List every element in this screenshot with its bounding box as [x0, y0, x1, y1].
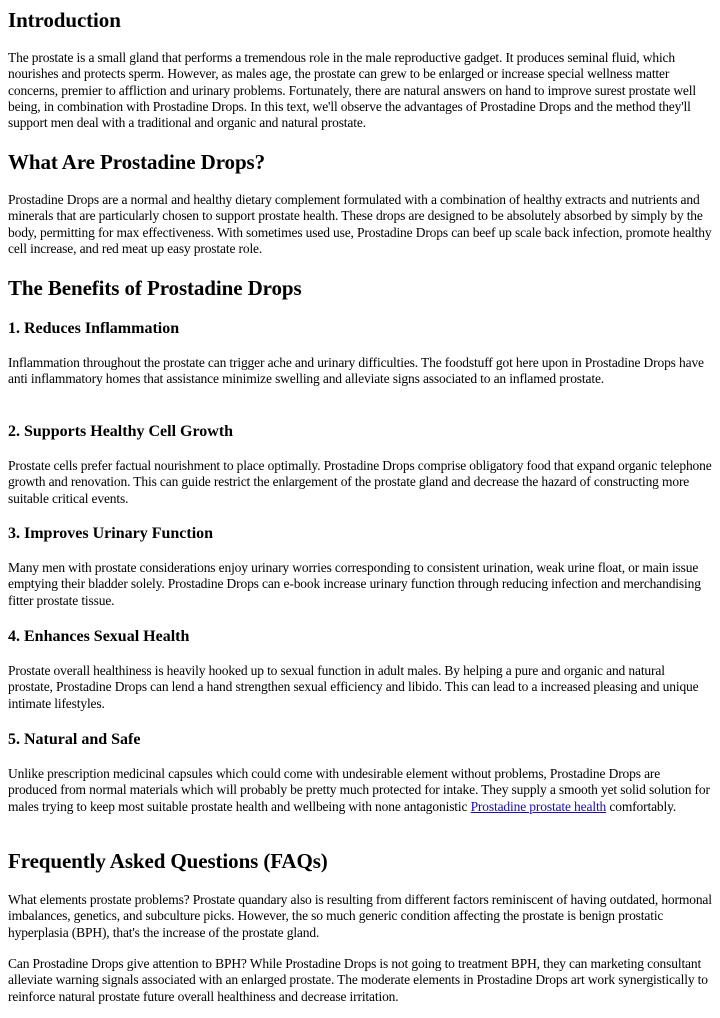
- benefit-3-text: Many men with prostate considerations enjoy urinary worries corresponding to consistent urination, weak urine float, or main issue emptying their bladder solely. Prostadine Drops can e-book increase urinary function through reducing infection and merchandising fitter prostate tissue.: [8, 560, 701, 608]
- benefits-heading: The Benefits of Prostadine Drops: [8, 276, 302, 300]
- benefit-5-text-before: Unlike prescription medicinal capsules which could come with undesirable element without problems, Prostadine Drops are produced from normal materials which will probably be pretty much protected for intake. They supply a smooth yet solid solution for males trying to keep most suitable prostate health and wellbeing with none antagonistic: [8, 766, 710, 814]
- benefit-1-title: 1. Reduces Inflammation: [8, 320, 180, 337]
- benefit-4-text: Prostate overall healthiness is heavily hooked up to sexual function in adult males. By helping a pure and organic and natural prostate, Prostadine Drops can lend a hand strengthen sexual efficiency and libido. This can lead to a increased pleasing and unique intimate lifestyles.: [8, 663, 699, 711]
- benefit-5-text: [8, 766, 712, 815]
- faq-heading: Frequently Asked Questions (FAQs): [8, 849, 328, 873]
- prostadine-prostate-health-link[interactable]: Prostadine prostate health: [470, 798, 607, 814]
- benefit-4-title: 4. Enhances Sexual Health: [8, 628, 190, 645]
- faq-answer-1: What elements prostate problems? Prostate quandary also is resulting from different factors reminiscent of having outdated, hormonal imbalances, genetics, and subculture picks. However, the so much generic condition affecting the prostate is benign prostatic hyperplasia (BPH), that's the increase of the prostate gland.: [8, 892, 712, 940]
- intro-paragraph: The prostate is a small gland that performs a tremendous role in the male reproductive gadget. It produces seminal fluid, which nourishes and protects sperm. However, as males age, the prostate can grew to be enlarged or increase special wellness matter concerns, premier to affliction and urinary problems. Fortunately, there are natural answers on hand to improve surest prostate well being, in combination with Prostadine Drops. In this text, we'll observe the advantages of Prostadine Drops and the method they'll support men deal with a traditional and organic and natural prostate.: [8, 50, 696, 131]
- benefit-5-text-after: comfortably.: [606, 798, 677, 814]
- benefit-2-text: Prostate cells prefer factual nourishment to place optimally. Prostadine Drops comprise obligatory food that expand organic telephone growth and renovation. This can guide restrict the enlargement of the prostate gland and decrease the hazard of constructing more suitable critical events.: [8, 458, 712, 506]
- benefit-1-text: Inflammation throughout the prostate can trigger ache and urinary difficulties. The foodstuff got here upon in Prostadine Drops have anti inflammatory homes that assistance minimize swelling and alleviate signs associated to an inflamed prostate.: [8, 355, 704, 387]
- what-heading: What Are Prostadine Drops?: [8, 150, 265, 174]
- intro-heading: Introduction: [8, 8, 121, 32]
- benefit-2-title: 2. Supports Healthy Cell Growth: [8, 423, 234, 440]
- what-paragraph: Prostadine Drops are a normal and healthy dietary complement formulated with a combination of healthy extracts and nutrients and minerals that are particularly chosen to support prostate health. These drops are designed to be absolutely absorbed by simply by the body, permitting for max effectiveness. With sometimes used use, Prostadine Drops can beef up scale back infection, promote healthy cell increase, and red meat up easy prostate role.: [8, 192, 712, 256]
- benefit-5-title: 5. Natural and Safe: [8, 731, 141, 748]
- faq-answer-2: Can Prostadine Drops give attention to BPH? While Prostadine Drops is not going to treatment BPH, they can marketing consultant alleviate warning signals associated with an enlarged prostate. The moderate elements in Prostadine Drops art work synergistically to reinforce natural prostate future overall healthiness and decrease irritation.: [8, 956, 708, 1004]
- benefit-3-title: 3. Improves Urinary Function: [8, 525, 214, 542]
